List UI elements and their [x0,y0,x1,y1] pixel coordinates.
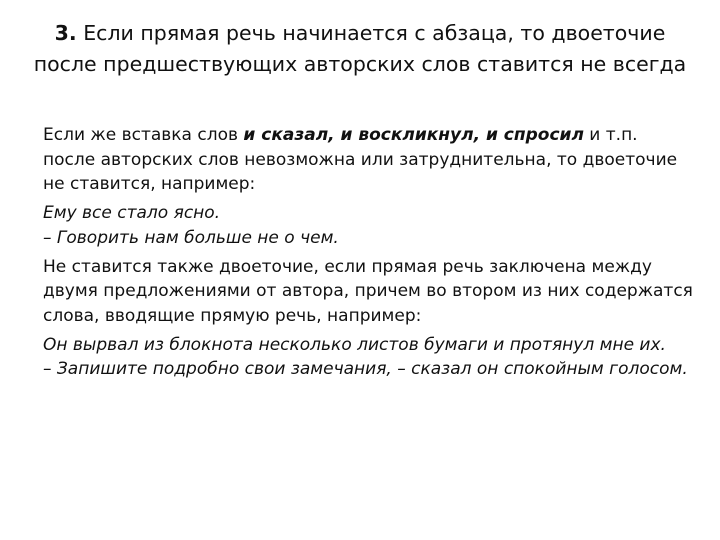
title-number: 3. [54,21,77,45]
rule-paragraph-2: Не ставится также двоеточие, если прямая речь заключена между двумя предложениями от автора, причем во втором из них содержатся слова, вводящие прямую речь, например: [43,256,693,326]
slide-title [30,18,690,80]
rule-paragraph-1-start: Если же вставка слов [43,125,244,145]
example-1-line-1: Ему все стало ясно. [43,203,221,224]
title-text: Если прямая речь начинается с абзаца, то двоеточие после предшествующих авторских слов ставится не всегда [33,21,687,76]
example-2-line-2: – Запишите подробно свои замечания, – сказал он спокойным голосом. [43,359,688,380]
example-1-line-2: – Говорить нам больше не о чем. [43,227,339,248]
slide-body [43,123,693,386]
example-1 [43,201,693,250]
rule-paragraph-1-emphasis: и сказал, и воскликнул, и спросил [243,125,584,145]
example-2-line-1: Он вырвал из блокнота несколько листов бумаги и протянул мне их. [43,334,666,355]
rule-paragraph-1-end: и т.п. после авторских слов невозможна или затруднительна, то двоеточие не ставится, например: [43,125,678,195]
rule-paragraph-1 [43,123,693,197]
example-2 [43,333,693,382]
